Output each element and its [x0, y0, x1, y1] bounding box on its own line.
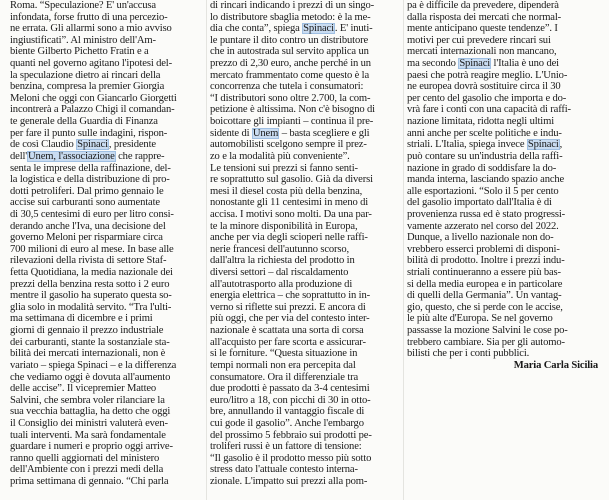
line-text: nonostante gli 11 centesimi in meno di: [210, 197, 369, 209]
line-text: bilità di prodotto. Inoltre i prezzi indu-: [407, 255, 565, 267]
article-line: [407, 279, 602, 291]
article-line: [10, 476, 206, 488]
line-text: derando anche l'Iva, una decisione del: [10, 220, 166, 232]
line-text: ingiustificati”. Al ministro dell'Am-: [10, 34, 156, 46]
line-text: più oggi, che per via del contesto inter-: [210, 313, 370, 325]
article-line: [210, 383, 402, 395]
article-line: [210, 35, 402, 47]
line-text: ma secondo: [407, 58, 459, 70]
article-line: [407, 128, 602, 140]
line-text: alle esportazioni. “Solo il 5 per cento: [407, 185, 559, 197]
article-line: [210, 197, 402, 209]
line-text: prezzi della benzina resta sotto i 2 euro: [10, 278, 170, 290]
article-line: [210, 58, 402, 70]
article-line: [10, 383, 206, 395]
line-text: bre, annullando il vantaggio fiscale di: [210, 406, 365, 418]
highlighted-term: Unem: [252, 127, 279, 139]
article-line: [10, 395, 206, 407]
article-line: [407, 81, 602, 93]
article-line: [10, 325, 206, 337]
line-text: mercati internazionali non mancano,: [407, 46, 557, 58]
line-text: ,: [559, 139, 563, 151]
article-line: [407, 337, 602, 349]
line-text: vamente azzerato nel corso del 2022.: [407, 220, 559, 232]
line-text: ne errata. Gli allarmi sono a mio avviso: [10, 23, 172, 35]
line-text: che vediamo oggi è dovuta all'aumento: [10, 371, 171, 383]
line-text: le puntare il dito contro un distributore: [210, 34, 369, 46]
line-text: passasse la mozione Salvini le cose po-: [407, 325, 568, 337]
article-line: [10, 267, 206, 279]
article-line: [210, 104, 402, 116]
line-text: tempi normali non era percepita dal: [210, 359, 356, 371]
line-text: all'acquisto per fare scorta e assicurar-: [210, 336, 366, 348]
article-line: [10, 128, 206, 140]
line-text: concorrenza che tutela i consumatori:: [210, 81, 364, 93]
article-line: [407, 0, 602, 12]
line-text: ma settimana di dicembre e i primi: [10, 313, 153, 325]
article-line: [10, 209, 206, 221]
line-text: per cento del gasolio che importa e do-: [407, 92, 567, 104]
line-text: accise sui carburanti sono aumentate: [10, 197, 160, 209]
line-text: “I distributori sono oltre 2.700, la com-: [210, 92, 371, 104]
article-line: [407, 58, 602, 70]
article-line: [210, 174, 402, 186]
line-text: dotti petroliferi. Dal primo gennaio le: [10, 185, 164, 197]
line-text: prezzo di 2,30 euro, anche perché in un: [210, 58, 371, 70]
article-line: [407, 209, 602, 221]
line-text: bilisti che per i conti pubblici.: [407, 348, 530, 360]
line-text: delle accise”. Il vicepremier Matteo: [10, 383, 157, 395]
article-line: [10, 418, 206, 430]
line-text: benzina, compresa la premier Giorgia: [10, 81, 165, 93]
article-line: [10, 163, 206, 175]
article-line: [210, 418, 402, 430]
line-text: nerie francesi dell'autunno scorso,: [210, 243, 350, 255]
line-text: sua vecchia battaglia, ha detto che oggi: [10, 406, 171, 418]
line-text: mente anticipano queste tendenze”. I: [407, 23, 558, 35]
article-column-2: [210, 0, 402, 488]
line-text: si della media europea e in particolare: [407, 278, 563, 290]
line-text: , presidente: [108, 139, 156, 151]
article-line: [210, 290, 402, 302]
line-text: vrà fare i conti con una capacità di raffi-: [407, 104, 571, 116]
article-line: [210, 128, 402, 140]
line-text: te generale della Guardia di Finanza: [10, 116, 158, 128]
line-text: anni anche per scelte politiche e indu-: [407, 127, 562, 139]
line-text: striali. L'Italia, spiega invece: [407, 139, 527, 151]
article-line: [407, 174, 602, 186]
article-line: [210, 46, 402, 58]
article-line: [10, 464, 206, 476]
line-text: rilevazioni della rivista di settore Staf-: [10, 255, 167, 267]
article-line: [210, 406, 402, 418]
article-line: [407, 93, 602, 105]
line-text: fetta Quotidiana, la media nazionale dei: [10, 267, 173, 279]
line-text: vrebbero esserci problemi di disponi-: [407, 243, 560, 255]
article-column-3: [407, 0, 602, 372]
line-text: re soprattutto sul gasolio. Già da diversi: [210, 174, 373, 186]
line-text: te la minore disponibilità in Europa,: [210, 220, 358, 232]
line-text: incontrerà a Palazzo Chigi il comandan-: [10, 104, 175, 116]
article-line: [10, 35, 206, 47]
article-line: [407, 325, 602, 337]
article-line: [407, 163, 602, 175]
article-line: [210, 464, 402, 476]
article-line: [10, 302, 206, 314]
highlighted-term: Spinaci: [459, 58, 491, 70]
line-text: cui gode il gasolio”. Anche l'embargo: [210, 417, 364, 429]
article-line: [407, 232, 602, 244]
highlighted-term: Unem, l'associazione: [28, 150, 115, 162]
line-text: per fare il punto sulle indagini, rispon-: [10, 127, 168, 139]
line-text: mentre il gasolio ha superato questa so-: [10, 290, 172, 302]
line-text: dell': [10, 150, 28, 162]
article-line: [407, 70, 602, 82]
line-text: di rincari indicando i prezzi di un singo-: [210, 0, 375, 11]
article-line: [10, 70, 206, 82]
article-line: [10, 93, 206, 105]
article-line: [210, 453, 402, 465]
article-line: [10, 406, 206, 418]
article-line: [10, 186, 206, 198]
author-signature: Maria Carla Sicilia: [513, 359, 598, 371]
article-line: [210, 232, 402, 244]
article-line: [407, 46, 602, 58]
line-text: dall'altra la richiesta del prodotto in: [210, 255, 355, 267]
line-text: tuali interventi. Ma sarà fondamentale: [10, 429, 166, 441]
article-line: [10, 360, 206, 372]
line-text: dia che conta”, spiega: [210, 23, 303, 35]
article-line: [10, 313, 206, 325]
article-line: [210, 360, 402, 372]
line-text: ranno quelli aggiornati del ministero: [10, 452, 160, 464]
article-line: [210, 151, 402, 163]
article-line: [407, 151, 602, 163]
line-text: bilità dei mercati internazionali, non è: [10, 348, 166, 360]
line-text: due prodotti è passato da 3-4 centesimi: [210, 383, 370, 395]
article-line: [210, 302, 402, 314]
article-line: [407, 12, 602, 24]
article-line: [210, 395, 402, 407]
article-line: [210, 186, 402, 198]
article-line: [407, 302, 602, 314]
article-line: [10, 372, 206, 384]
article-line: [210, 139, 402, 151]
article-line: [210, 255, 402, 267]
article-line: [10, 104, 206, 116]
article-line: [210, 348, 402, 360]
article-line: [407, 23, 602, 35]
line-text: le più alte d'Europa. Se nel governo: [407, 313, 553, 325]
line-text: variato – spiega Spinaci – e la differenza: [10, 359, 177, 371]
article-line: [407, 244, 602, 256]
article-line: [210, 244, 402, 256]
article-line: [210, 81, 402, 93]
line-text: che rappre-: [115, 150, 165, 162]
article-line: [210, 372, 402, 384]
article-line: [210, 430, 402, 442]
article-line: [10, 290, 206, 302]
line-text: boicottare gli impianti – continua il pre-: [210, 116, 374, 128]
line-text: . E' inuti-: [334, 23, 373, 35]
article-line: [210, 221, 402, 233]
article-line: [10, 46, 206, 58]
article-line: [10, 0, 206, 12]
article-line: [210, 12, 402, 24]
line-text: troliferi russi è un fattore di tensione:: [210, 441, 362, 453]
line-text: euro/litro a 18, con picchi di 30 in otto-: [210, 394, 371, 406]
column-divider: [206, 0, 207, 500]
article-line: [210, 313, 402, 325]
article-line: [407, 186, 602, 198]
line-text: stress dato l'attuale contesto interna-: [210, 464, 358, 476]
line-text: biente Gilberto Pichetto Fratin e a: [10, 46, 149, 58]
line-text: trebbero cambiare. Sia per gli automo-: [407, 336, 565, 348]
article-line: [10, 139, 206, 151]
line-text: accisa. I motivi sono molti. Da una par-: [210, 208, 372, 220]
line-text: guardare i numeri e proprio oggi arrive-: [10, 441, 173, 453]
line-text: di 30,5 centesimi di euro per litro consi-: [10, 208, 174, 220]
article-line: [210, 209, 402, 221]
article-line: [407, 290, 602, 302]
line-text: giorni di gennaio il prezzo industriale: [10, 325, 164, 337]
highlighted-term: Spinaci: [303, 23, 334, 35]
article-line: [407, 35, 602, 47]
article-line: [210, 337, 402, 349]
article-line: [10, 453, 206, 465]
line-text: zionale. L'impatto sui prezzi alla pom-: [210, 475, 368, 487]
article-line: [210, 0, 402, 12]
line-text: si le forniture. “Questa situazione in: [210, 348, 358, 360]
article-line: [10, 81, 206, 93]
line-text: motivi per cui prevedere rincari sui: [407, 34, 551, 46]
line-text: “Il gasolio è il prodotto messo più sotto: [210, 452, 372, 464]
article-line: [10, 279, 206, 291]
line-text: verno si riflette sui prezzi. E ancora di: [210, 301, 366, 313]
line-text: mercato frammentato come questo è la: [210, 69, 370, 81]
article-line: [10, 337, 206, 349]
line-text: de così Claudio: [10, 139, 77, 151]
article-line: [10, 244, 206, 256]
article-line: [10, 151, 206, 163]
line-text: infondata, forse frutto di una percezio-: [10, 11, 168, 23]
article-line: [407, 221, 602, 233]
line-text: Roma. “Speculazione? E' un'accusa: [10, 0, 156, 11]
article-line: [10, 116, 206, 128]
line-text: all'autotrasporto alla produzione di: [210, 278, 353, 290]
column-divider: [403, 0, 404, 500]
article-line: [10, 221, 206, 233]
article-line: [407, 116, 602, 128]
line-text: diversi settori – dal riscaldamento: [210, 267, 349, 279]
article-line: [10, 58, 206, 70]
article-line: [10, 441, 206, 453]
line-text: Salvini, che sembra voler rilanciare la: [10, 394, 165, 406]
article-line: [10, 197, 206, 209]
article-line: [407, 104, 602, 116]
article-line: [210, 70, 402, 82]
article-line: [10, 348, 206, 360]
line-text: anche per via degli scioperi nelle raffi-: [210, 232, 368, 244]
line-text: manda interna, lasciando spazio anche: [407, 174, 565, 186]
line-text: dalla risposta dei mercati che normal-: [407, 11, 562, 23]
line-text: prima settimana di gennaio. “Chi parla: [10, 475, 169, 487]
line-text: 700 milioni di euro al mese. In base alle: [10, 243, 174, 255]
line-text: il Consiglio dei ministri valuterà even-: [10, 417, 168, 429]
line-text: quanti nel governo agitano l'ipotesi del-: [10, 58, 172, 70]
line-text: lo distributore sbaglia metodo: è la me-: [210, 11, 371, 23]
line-text: nazione limitata, ridotta negli ultimi: [407, 116, 554, 128]
article-line: [210, 93, 402, 105]
line-text: – basta scegliere e gli: [279, 127, 370, 139]
article-line: [10, 174, 206, 186]
line-text: gio, questo, che si perde con le accise,: [407, 301, 563, 313]
line-text: striali continueranno a essere più bas-: [407, 267, 561, 279]
article-line: [407, 267, 602, 279]
article-line: [10, 12, 206, 24]
article-line: [407, 348, 602, 360]
article-line: [10, 232, 206, 244]
line-text: dei carburanti, stante la sostanziale sta-: [10, 336, 170, 348]
article-line: [210, 441, 402, 453]
article-line: [407, 313, 602, 325]
line-text: sidente di: [210, 127, 252, 139]
line-text: del prossimo 5 febbraio sui prodotti pe-: [210, 429, 372, 441]
article-line: [210, 267, 402, 279]
article-line: [210, 325, 402, 337]
line-text: di quelli della Germania”. Un vantag-: [407, 290, 562, 302]
line-text: paesi che potrà reagire meglio. L'Unio-: [407, 69, 568, 81]
article-line: [407, 139, 602, 151]
line-text: mesi il diesel costa più della benzina,: [210, 185, 363, 197]
line-text: automobilisti scelgono sempre il prez-: [210, 139, 367, 151]
line-text: può contare su un'industria della raffi-: [407, 150, 563, 162]
line-text: senta le imprese della raffinazione, del-: [10, 162, 171, 174]
line-text: l'Italia è uno dei: [491, 58, 559, 70]
article-line: [210, 279, 402, 291]
line-text: consumatore. Ora il differenziale tra: [210, 371, 359, 383]
article-line: [407, 197, 602, 209]
highlighted-term: Spinaci: [77, 139, 108, 151]
line-text: energia elettrica – che soprattutto in in-: [210, 290, 370, 302]
line-text: petizione è altissima. Non c'è bisogno di: [210, 104, 375, 116]
line-text: la speculazione dietro ai rincari della: [10, 69, 161, 81]
article-line: [407, 255, 602, 267]
article-line: [210, 116, 402, 128]
article-line: [210, 163, 402, 175]
article-line: [10, 255, 206, 267]
line-text: ne europea dovrà sostituire circa il 30: [407, 81, 561, 93]
line-text: Le tensioni sui prezzi si fanno senti-: [210, 162, 358, 174]
line-text: Dunque, a livello nazionale non do-: [407, 232, 554, 244]
line-text: nazionale è scattata una sorta di corsa: [210, 325, 364, 337]
line-text: Meloni che oggi con Giancarlo Giorgetti: [10, 92, 177, 104]
highlighted-term: Spinaci: [527, 139, 559, 151]
article-line: [210, 23, 402, 35]
article-line: [10, 23, 206, 35]
line-text: zo e la modalità più conveniente”.: [210, 150, 350, 162]
line-text: la logistica e della distribuzione di pro-: [10, 174, 170, 186]
line-text: governo Meloni per risparmiare circa: [10, 232, 163, 244]
line-text: provenienza russa ed è stato progressi-: [407, 208, 566, 220]
line-text: dell'Ambiente con i prezzi medi della: [10, 464, 164, 476]
line-text: glia solo in modalità servito. “Tra l'ulti-: [10, 301, 172, 313]
line-text: pa è difficile da prevedere, dipenderà: [407, 0, 559, 11]
line-text: che in autostrada sul servito applica un: [210, 46, 369, 58]
article-line: [210, 476, 402, 488]
article-line: [10, 430, 206, 442]
article-column-1: [10, 0, 206, 488]
line-text: del gasolio importato dall'Italia è di: [407, 197, 552, 209]
line-text: nazione in grado di soddisfare la do-: [407, 162, 557, 174]
